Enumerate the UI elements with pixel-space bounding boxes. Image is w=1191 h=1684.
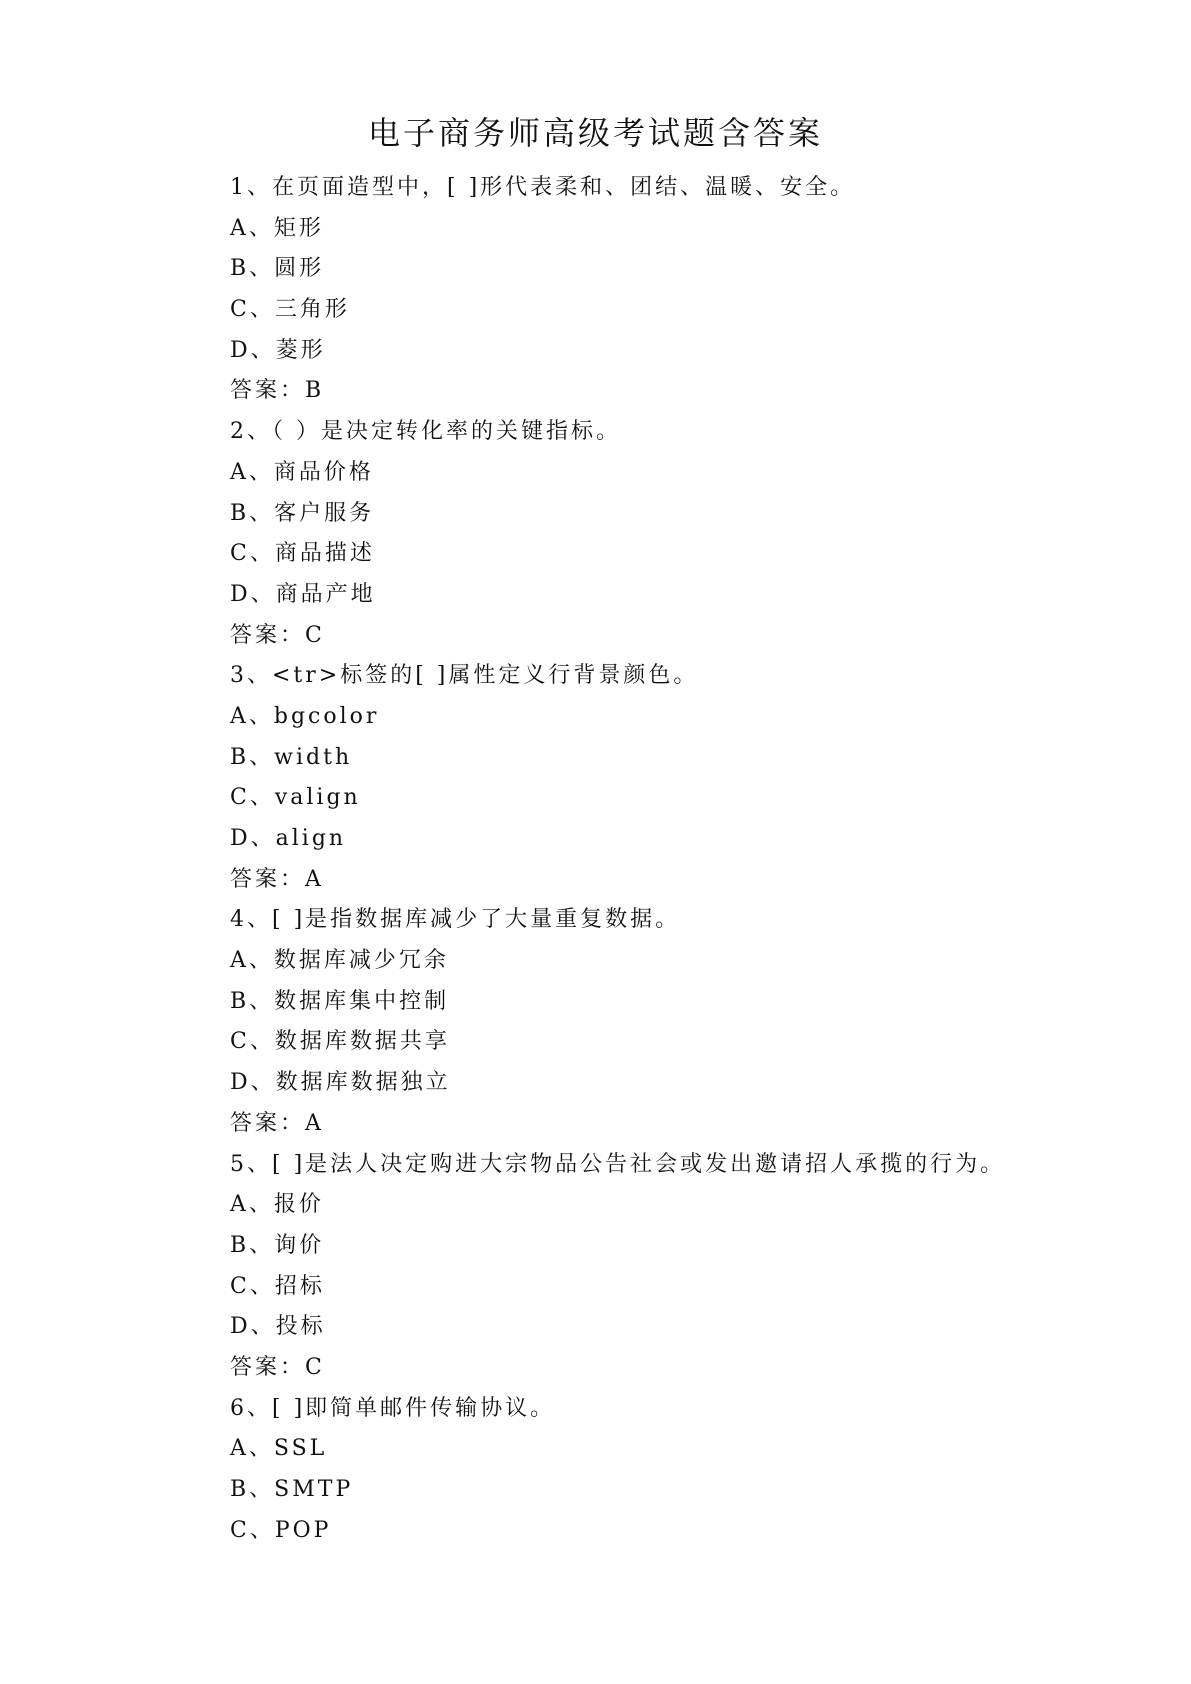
option-d: D、商品产地 [230,581,376,607]
option-c: C、valign [230,785,361,811]
option-d: D、数据库数据独立 [230,1070,451,1096]
answer-line: 答案：C [230,1354,325,1380]
option-a: A、SSL [230,1436,328,1462]
question-stem: 1、在页面造型中，[ ]形代表柔和、团结、温暖、安全。 [230,175,856,200]
option-c: C、数据库数据共享 [230,1029,450,1055]
option-b: B、width [230,744,353,770]
question-list [230,168,1130,1551]
answer-line: 答案：A [230,1110,324,1136]
option-d: D、投标 [230,1314,326,1340]
answer-line: 答案：B [230,378,325,404]
option-a: A、报价 [230,1192,324,1218]
option-a: A、bgcolor [230,703,380,729]
question-stem: 3、<tr>标签的[ ]属性定义行背景颜色。 [230,663,699,689]
option-c: C、POP [230,1517,332,1543]
option-b: B、询价 [230,1232,325,1258]
question-stem: 4、[ ]是指数据库减少了大量重复数据。 [230,907,681,933]
option-d: D、菱形 [230,337,326,363]
option-b: B、数据库集中控制 [230,988,450,1014]
option-b: B、客户服务 [230,500,375,526]
option-a: A、商品价格 [230,459,374,485]
option-c: C、招标 [230,1273,325,1299]
question-stem: 6、[ ]即简单邮件传输协议。 [230,1395,556,1421]
option-b: B、圆形 [230,256,325,282]
answer-line: 答案：A [230,866,324,892]
option-b: B、SMTP [230,1477,354,1502]
answer-line: 答案：C [230,622,325,648]
page-title: 电子商务师高级考试题含答案 [367,114,823,152]
question-stem: 5、[ ]是法人决定购进大宗物品公告社会或发出邀请招人承揽的行为。 [230,1151,1006,1177]
option-c: C、商品描述 [230,541,375,567]
question-stem: 2、（ ）是决定转化率的关键指标。 [230,419,621,445]
option-c: C、三角形 [230,297,350,323]
option-a: A、矩形 [230,215,324,241]
option-d: D、align [230,826,347,851]
option-a: A、数据库减少冗余 [230,948,449,974]
